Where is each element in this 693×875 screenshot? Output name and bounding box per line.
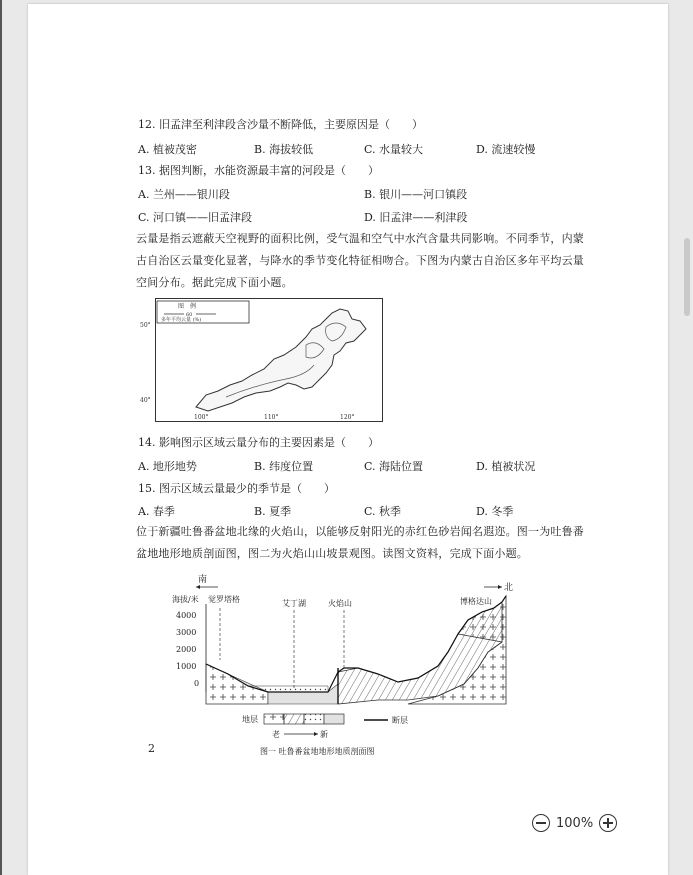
passage-line: 古自治区云量变化显著，与降水的季节变化特征相吻合。下图为内蒙古自治区多年平均云量 [136, 254, 584, 267]
legend-strata-3 [304, 714, 324, 724]
south-label: 南 [198, 575, 208, 585]
y-tick-0: 0 [194, 679, 200, 688]
legend-strata-2 [284, 714, 304, 724]
legend-age-arrow-head [314, 732, 318, 736]
q14-option-b: B. 纬度位置 [254, 460, 314, 473]
q12-option-c: C. 水量较大 [364, 143, 424, 156]
y-tick-1000: 1000 [176, 662, 197, 671]
q14-option-a: A. 地形地势 [138, 460, 197, 473]
q13-stem: 13. 据图判断，水能资源最丰富的河段是（ ） [138, 164, 379, 177]
q13-option-b: B. 银川——河口镇段 [364, 188, 468, 201]
map-legend-item: 多年平均云量 (%) [161, 317, 202, 323]
q12-option-a: A. 植被茂密 [138, 143, 197, 156]
q12-option-b: B. 海拔较低 [254, 143, 314, 156]
lat-label-bottom: 40° [140, 397, 151, 404]
page-number: 2 [148, 742, 155, 755]
north-label: 北 [504, 583, 514, 593]
q15-option-b: B. 夏季 [254, 505, 292, 518]
y-tick-4000: 4000 [176, 611, 197, 620]
q14-stem: 14. 影响图示区域云量分布的主要因素是（ ） [138, 436, 379, 449]
q14-option-c: C. 海陆位置 [364, 460, 424, 473]
passage-line: 云量是指云遮蔽天空视野的面积比例，受气温和空气中水汽含量共同影响。不同季节，内蒙 [136, 232, 584, 245]
q13-option-c: C. 河口镇——旧孟津段 [138, 211, 253, 224]
q15-option-c: C. 秋季 [364, 505, 402, 518]
cloud-cover-map [140, 298, 383, 422]
legend-old: 老 [272, 730, 280, 739]
legend-strata-label: 地层 [242, 715, 258, 724]
q14-option-d: D. 植被状况 [476, 460, 536, 473]
y-tick-3000: 3000 [176, 628, 197, 637]
y-axis-title: 海拔/米 [172, 595, 199, 604]
q12-option-d: D. 流速较慢 [476, 143, 536, 156]
lon-label-mid: 110° [264, 414, 279, 421]
lon-label-right: 120° [340, 414, 355, 421]
legend-new: 新 [320, 730, 328, 739]
legend-strata-1 [264, 714, 284, 724]
passage-cloud-cover [136, 228, 616, 294]
lon-label-left: 100° [194, 414, 209, 421]
region-outline [196, 309, 366, 411]
label-flaming-mountain: 火焰山 [328, 599, 352, 608]
map-legend-title: 图 例 [178, 303, 197, 310]
window-left-edge [0, 0, 2, 875]
passage-line: 空间分布。据此完成下面小题。 [136, 276, 293, 289]
map-legend-value: 60 [186, 312, 193, 318]
lat-label-top: 50° [140, 322, 151, 329]
zoom-control [532, 812, 617, 834]
passage-line: 盆地地形地质剖面图，图二为火焰山山坡景观图。读图文资料，完成下面小题。 [136, 547, 528, 560]
y-tick-2000: 2000 [176, 645, 197, 654]
zoom-level: 100% [556, 815, 594, 831]
turpan-cross-section [168, 572, 528, 762]
zoom-in-icon[interactable] [599, 814, 617, 832]
q15-option-d: D. 冬季 [476, 505, 514, 518]
legend-strata-4 [324, 714, 344, 724]
zoom-out-icon[interactable] [532, 814, 550, 832]
label-aiding-lake: 艾丁湖 [282, 599, 306, 608]
document-page [28, 4, 668, 875]
vertical-scrollbar-thumb[interactable] [684, 238, 690, 316]
q13-option-a: A. 兰州——银川段 [138, 188, 230, 201]
q15-stem: 15. 图示区域云量最少的季节是（ ） [138, 482, 335, 495]
passage-line: 位于新疆吐鲁番盆地北缘的火焰山，以能够反射阳光的赤红色砂岩闻名遐迩。图一为吐鲁番 [136, 525, 584, 538]
north-arrow-head [498, 585, 502, 589]
legend-fault-label: 断层 [392, 716, 408, 725]
q12-stem: 12. 旧孟津至利津段含沙量不断降低，主要原因是（ ） [138, 118, 423, 131]
left-basement [206, 664, 268, 704]
passage-flaming-mountain [136, 521, 616, 565]
label-bogda: 博格达山 [460, 597, 492, 606]
label-jueluotage: 觉罗塔格 [208, 595, 240, 604]
south-arrow-head [196, 585, 200, 589]
cross-section-graphic [168, 572, 528, 762]
page-content [28, 4, 668, 875]
q15-option-a: A. 春季 [138, 505, 175, 518]
inner-mongolia-map-graphic [140, 299, 382, 421]
q13-option-d: D. 旧孟津——利津段 [364, 211, 468, 224]
cross-section-caption: 图一 吐鲁番盆地地形地质剖面图 [260, 747, 375, 756]
